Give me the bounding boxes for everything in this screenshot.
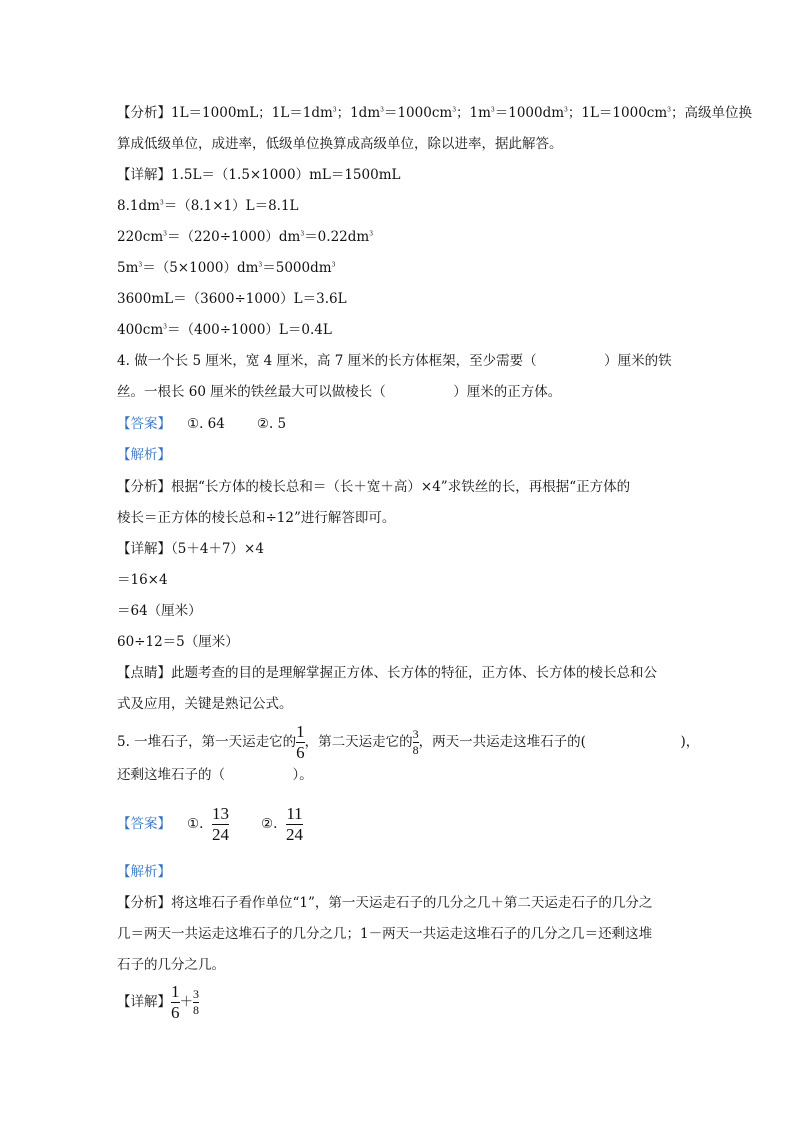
- text: 【分析】1L＝1000mL；1L＝1dm: [117, 105, 333, 121]
- detail-line-1: 【详解】1.5L＝（1.5×1000）mL＝1500mL: [117, 167, 401, 183]
- question-5-line-2: 还剩这堆石子的（ ）。: [117, 767, 313, 783]
- detail-line-6: [117, 320, 332, 340]
- text: ＝（400÷1000）L＝0.4L: [166, 322, 332, 338]
- numerator: 13: [212, 804, 229, 824]
- question-4-detail-3: ＝64（厘米）: [117, 603, 202, 619]
- superscript: 3: [452, 106, 457, 114]
- superscript: 3: [490, 106, 495, 114]
- answer-2-fraction: [286, 805, 303, 844]
- superscript: 3: [369, 230, 374, 238]
- numerator: 11: [286, 804, 303, 824]
- text: ＝（5×1000）dm: [142, 260, 259, 276]
- question-4-analysis-2: 棱长＝正方体的棱长总和÷12”进行解答即可。: [117, 510, 396, 526]
- question-4-answer: [117, 414, 286, 434]
- denominator: 6: [296, 743, 305, 762]
- text: ＝1000cm: [383, 105, 453, 121]
- text: 8.1dm: [117, 198, 160, 214]
- answer-2: ②. 5: [256, 416, 287, 432]
- text: ；1m: [456, 105, 491, 121]
- question-5-line-1: [117, 722, 699, 762]
- denominator: 6: [171, 1003, 180, 1022]
- superscript: 3: [564, 106, 568, 114]
- question-5-analysis-1: 【分析】将这堆石子看作单位“1”，第一天运走石子的几分之几＋第二天运走石子的几分之: [117, 895, 653, 911]
- question-4-detail-4: 60÷12＝5（厘米）: [117, 634, 239, 650]
- text: ；1dm: [336, 105, 381, 121]
- detail-label: 【详解】: [117, 994, 171, 1010]
- answer-1-prefix: ①.: [187, 816, 204, 832]
- text: 5. 一堆石子，第一天运走它的: [117, 734, 297, 750]
- numerator: 1: [171, 982, 180, 1002]
- denominator: 24: [212, 825, 229, 844]
- superscript: 3: [138, 261, 143, 269]
- analysis-line-2: 算成低级单位，成进率，低级单位换算成高级单位，除以进率，据此解答。: [117, 136, 563, 152]
- detail-line-2: [117, 196, 299, 216]
- denominator: 8: [412, 743, 419, 757]
- question-4-analysis-1: 【分析】根据“长方体的棱长总和＝（长＋宽＋高）×4”求铁丝的长，再根据“正方体的: [117, 479, 631, 495]
- superscript: 3: [163, 230, 167, 238]
- denominator: 8: [193, 1003, 199, 1017]
- superscript: 3: [331, 261, 336, 269]
- text: 400cm: [117, 322, 164, 338]
- denominator: 24: [286, 825, 303, 844]
- superscript: 3: [300, 230, 305, 238]
- answer-label: 【答案】: [117, 816, 171, 832]
- text: 220cm: [117, 229, 164, 245]
- fraction-three-eighths: [193, 988, 199, 1016]
- question-4-line-1: 4. 做一个长 5 厘米，宽 4 厘米，高 7 厘米的长方体框架，至少需要（ ）厘米的铁: [117, 353, 672, 369]
- analysis-line-1: [117, 103, 752, 123]
- question-5-detail: [117, 982, 199, 1022]
- text: ＝5000dm: [262, 260, 332, 276]
- text: ；高级单位换: [670, 105, 752, 121]
- question-4-comment-1: 【点睛】此题考查的目的是理解掌握正方体、长方体的特征，正方体、长方体的棱长总和公: [117, 665, 657, 681]
- numerator: 3: [193, 987, 199, 1002]
- question-4-detail-2: ＝16×4: [117, 572, 168, 588]
- question-5-jiexi-label: 【解析】: [117, 864, 171, 880]
- text: ，两天一共运走这堆石子的( )，: [418, 734, 700, 750]
- answer-1-fraction: [212, 805, 229, 844]
- question-5-analysis-2: 几＝两天一共运走这堆石子的几分之几；1－两天一共运走这堆石子的几分之几＝还剩这堆: [117, 926, 653, 942]
- text: ，第二天运走它的: [304, 734, 413, 750]
- superscript: 3: [332, 106, 337, 114]
- question-4-jiexi-label: 【解析】: [117, 447, 171, 463]
- text: ；1L＝1000cm: [567, 105, 668, 121]
- text: 5m: [117, 260, 139, 276]
- answer-2-prefix: ②.: [261, 816, 278, 832]
- superscript: 3: [667, 106, 671, 114]
- detail-line-3: [117, 227, 373, 247]
- question-4-line-2: 丝。一根长 60 厘米的铁丝最大可以做棱长（ ）厘米的正方体。: [117, 384, 562, 400]
- plus-sign: ＋: [179, 994, 193, 1010]
- answer-label: 【答案】: [117, 416, 171, 432]
- text: ＝1000dm: [494, 105, 565, 121]
- detail-line-5: 3600mL＝（3600÷1000）L＝3.6L: [117, 291, 347, 307]
- question-4-comment-2: 式及应用，关键是熟记公式。: [117, 696, 293, 712]
- superscript: 3: [258, 261, 263, 269]
- fraction-one-sixth: [296, 723, 305, 762]
- superscript: 3: [380, 106, 384, 114]
- numerator: 3: [412, 727, 419, 742]
- fraction-one-sixth: [171, 983, 180, 1022]
- superscript: 3: [163, 323, 167, 331]
- answer-1: ①. 64: [187, 416, 225, 432]
- numerator: 1: [296, 722, 305, 742]
- detail-line-4: [117, 258, 335, 278]
- superscript: 3: [159, 199, 164, 207]
- text: ＝0.22dm: [304, 229, 370, 245]
- question-5-answer: [117, 804, 303, 844]
- question-4-detail-1: 【详解】（5＋4＋7）×4: [117, 541, 264, 557]
- text: ＝（8.1×1）L＝8.1L: [163, 198, 299, 214]
- question-5-analysis-3: 石子的几分之几。: [117, 957, 225, 973]
- text: ＝（220÷1000）dm: [166, 229, 301, 245]
